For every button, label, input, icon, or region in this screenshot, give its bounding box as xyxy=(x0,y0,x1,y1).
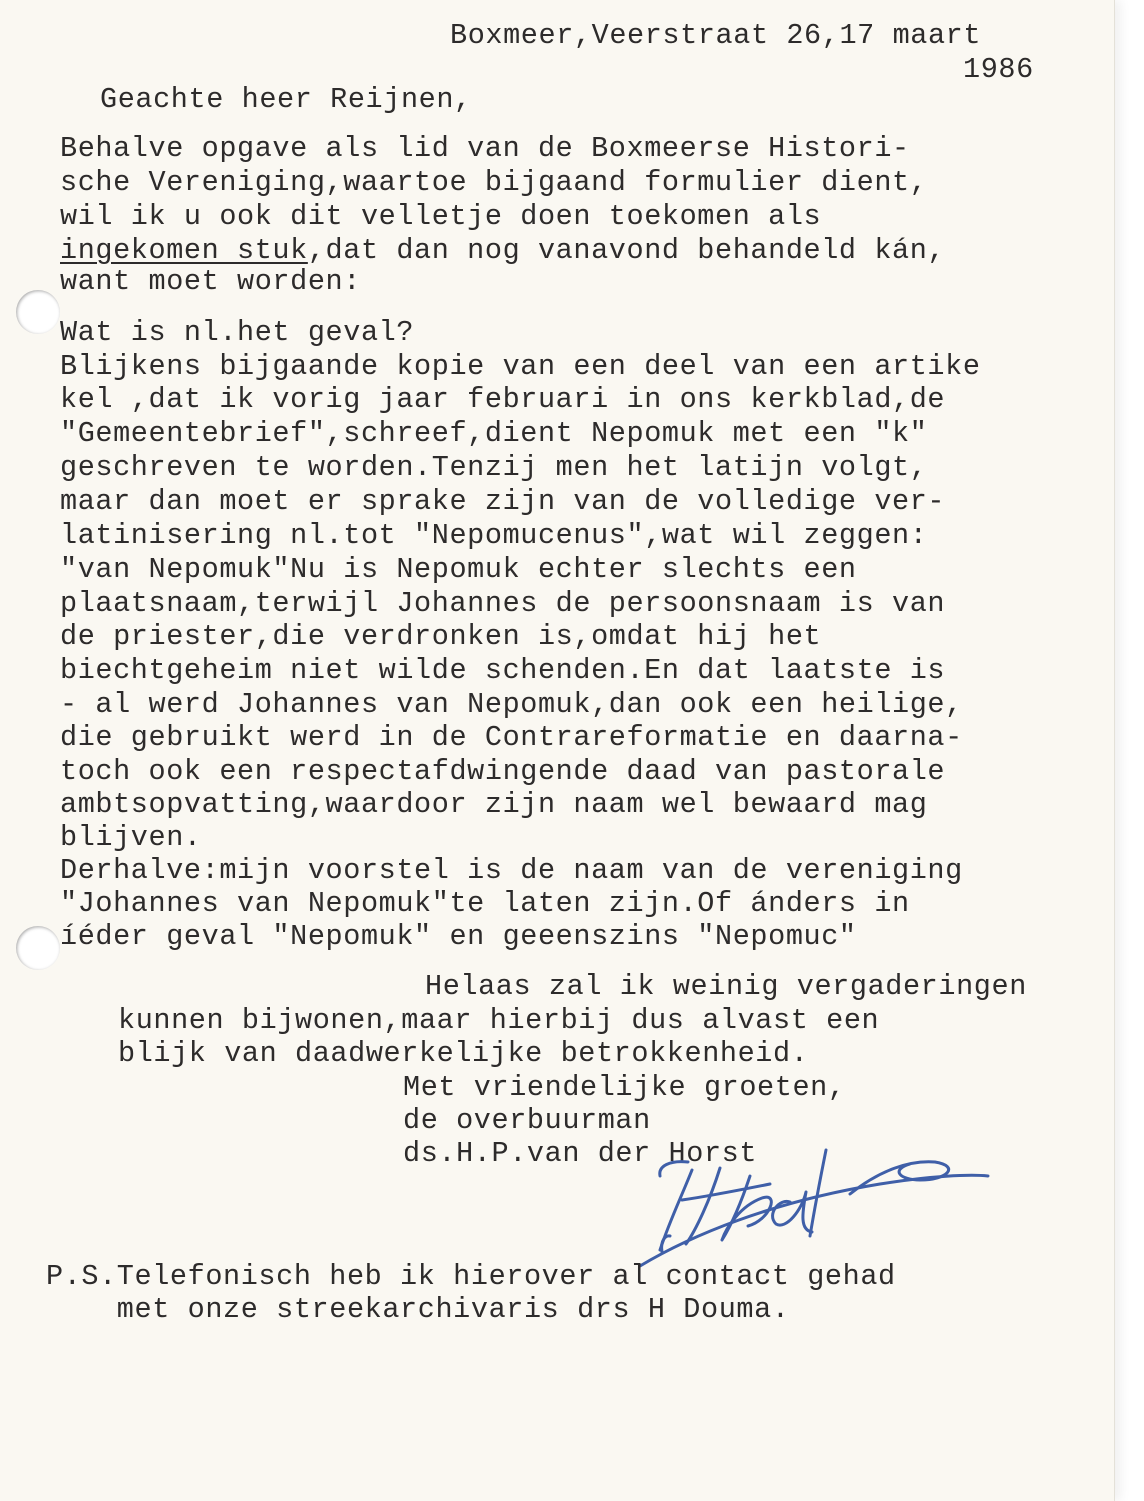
text-line: biechtgeheim niet wilde schenden.En dat laatste is xyxy=(60,654,946,687)
text-line: toch ook een respectafdwingende daad van pastorale xyxy=(60,755,946,788)
text-line: latinisering nl.tot "Nepomucenus",wat wil zeggen: xyxy=(60,519,928,552)
text-line: íéder geval "Nepomuk" en geeenszins "Nepomuc" xyxy=(60,920,857,953)
signoff-line: de overbuurman xyxy=(403,1104,651,1137)
text-line: "Gemeentebrief",schreef,dient Nepomuk met een "k" xyxy=(60,417,928,450)
text-line: wil ik u ook dit velletje doen toekomen als xyxy=(60,200,822,233)
text-line: blijven. xyxy=(60,821,202,854)
salutation: Geachte heer Reijnen, xyxy=(100,83,472,116)
text-line: kunnen bijwonen,maar hierbij dus alvast een xyxy=(118,1004,880,1037)
text-line: kel ,dat ik vorig jaar februari in ons kerkblad,de xyxy=(60,383,946,416)
text-line: want moet worden: xyxy=(60,265,361,298)
text-line: ambtsopvatting,waardoor zijn naam wel bewaard mag xyxy=(60,788,928,821)
text-line: sche Vereniging,waartoe bijgaand formulier dient, xyxy=(60,166,928,199)
text-line: die gebruikt werd in de Contrareformatie en daarna- xyxy=(60,721,963,754)
text-fragment: ,dat dan nog vanavond behandeld kán, xyxy=(307,234,946,267)
text-line: maar dan moet er sprake zijn van de volledige ver- xyxy=(60,485,946,518)
text-line: Blijkens bijgaande kopie van een deel van een artike xyxy=(60,350,981,383)
text-line xyxy=(60,235,945,266)
text-line: Wat is nl.het geval? xyxy=(60,316,415,349)
ps-line: P.S.Telefonisch heb ik hierover al contact gehad xyxy=(46,1260,896,1293)
text-line: Derhalve:mijn voorstel is de naam van de vereniging xyxy=(60,854,963,887)
signer-name: ds.H.P.van der Horst xyxy=(403,1137,758,1170)
place-date: Boxmeer,Veerstraat 26,17 maart xyxy=(450,19,982,52)
text-line: - al werd Johannes van Nepomuk,dan ook een heilige, xyxy=(60,688,963,721)
letter-year: 1986 xyxy=(963,53,1034,86)
text-line: blijk van daadwerkelijke betrokkenheid. xyxy=(118,1037,809,1070)
text-line: "van Nepomuk"Nu is Nepomuk echter slechts een xyxy=(60,553,857,586)
punch-hole-bottom xyxy=(16,926,60,970)
text-line: de priester,die verdronken is,omdat hij het xyxy=(60,620,822,653)
text-line: geschreven te worden.Tenzij men het latijn volgt, xyxy=(60,451,928,484)
text-line: Helaas zal ik weinig vergaderingen xyxy=(425,970,1027,1003)
ps-line: met onze streekarchivaris drs H Douma. xyxy=(46,1293,790,1326)
punch-hole-top xyxy=(16,290,60,334)
text-line: "Johannes van Nepomuk"te laten zijn.Of ánders in xyxy=(60,887,910,920)
underlined-phrase: ingekomen stuk xyxy=(60,234,308,267)
text-line: Behalve opgave als lid van de Boxmeerse Histori- xyxy=(60,132,910,165)
text-line: plaatsnaam,terwijl Johannes de persoonsnaam is van xyxy=(60,587,946,620)
signoff-line: Met vriendelijke groeten, xyxy=(403,1071,846,1104)
